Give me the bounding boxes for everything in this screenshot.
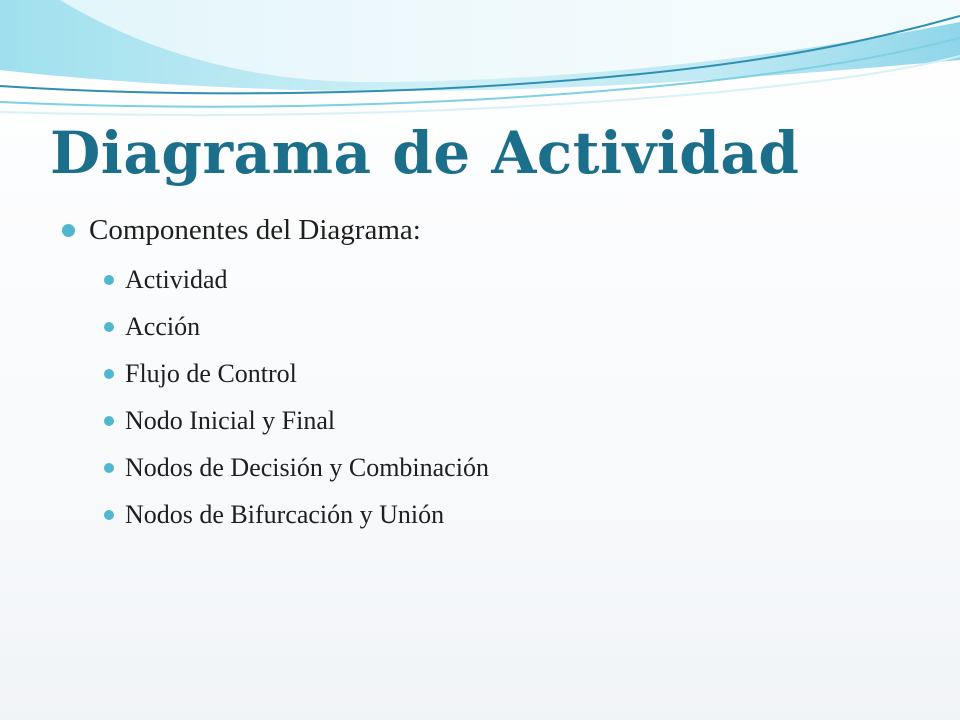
sub-bullet-item [104, 303, 922, 350]
bullet-dot-icon [104, 416, 114, 426]
sub-bullet-item [104, 256, 922, 303]
sub-bullet-text: Nodos de Bifurcación y Unión [125, 499, 445, 529]
bullet-dot-icon [104, 463, 114, 473]
bullet-dot-icon [104, 369, 114, 379]
sub-bullet-item [104, 444, 922, 491]
bullet-dot-icon [104, 275, 114, 285]
bullet-dot-icon [104, 510, 114, 520]
sub-bullet-text: Actividad [125, 264, 228, 294]
slide-title: Diagrama de Actividad [50, 119, 800, 187]
sub-bullet-text: Flujo de Control [125, 358, 297, 388]
sub-bullet-list [104, 256, 922, 538]
sub-bullet-item [104, 350, 922, 397]
sub-bullet-item [104, 397, 922, 444]
bullet-dot-icon [104, 322, 114, 332]
bullet-list [62, 208, 922, 538]
main-bullet-text: Componentes del Diagrama: [89, 213, 421, 246]
bullet-dot-icon [62, 224, 75, 237]
decorative-wave-header [0, 0, 960, 120]
main-bullet [62, 208, 922, 252]
sub-bullet-text: Acción [125, 311, 201, 341]
sub-bullet-text: Nodos de Decisión y Combinación [125, 452, 489, 482]
sub-bullet-item [104, 491, 922, 538]
sub-bullet-text: Nodo Inicial y Final [125, 405, 336, 435]
